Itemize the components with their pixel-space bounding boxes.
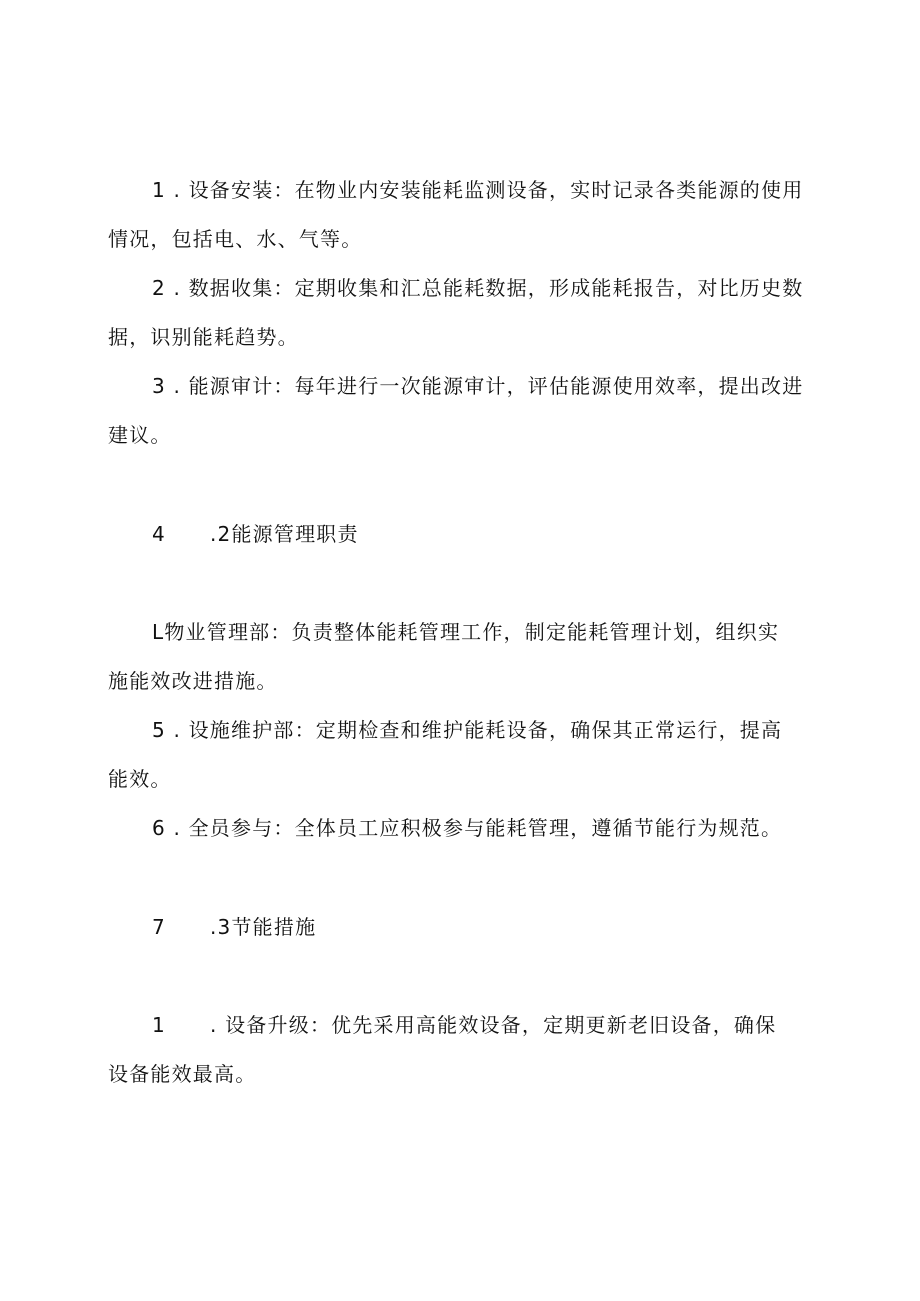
paragraph-line: 施能效改进措施。 <box>108 669 278 693</box>
paragraph-line: 3 . 能源审计：每年进行一次能源审计，评估能源使用效率，提出改进 <box>152 374 804 398</box>
paragraph-line: L物业管理部：负责整体能耗管理工作，制定能耗管理计划，组织实 <box>152 620 780 644</box>
section-heading-text: .3节能措施 <box>210 915 317 939</box>
paragraph-line: 2 . 数据收集：定期收集和汇总能耗数据，形成能耗报告，对比历史数 <box>152 276 804 300</box>
paragraph-line <box>152 1011 776 1039</box>
paragraph-line: 能效。 <box>108 767 172 791</box>
paragraph-line: 6 . 全员参与：全体员工应积极参与能耗管理，遵循节能行为规范。 <box>152 816 783 840</box>
paragraph-line: 设备能效最高。 <box>108 1062 257 1086</box>
section-heading-number: 7 <box>152 915 166 939</box>
section-heading-text: .2能源管理职责 <box>210 522 359 546</box>
paragraph-line: 5 . 设施维护部：定期检查和维护能耗设备，确保其正常运行，提高 <box>152 718 783 742</box>
paragraph-line: 情况，包括电、水、气等。 <box>108 227 363 251</box>
section-heading <box>152 520 359 548</box>
list-item-number: 1 <box>152 1013 166 1037</box>
paragraph-line: 据，识别能耗趋势。 <box>108 325 299 349</box>
paragraph-line: 建议。 <box>108 423 172 447</box>
section-heading-number: 4 <box>152 522 166 546</box>
section-heading <box>152 913 316 941</box>
paragraph-line: 1 . 设备安装：在物业内安装能耗监测设备，实时记录各类能源的使用 <box>152 178 804 202</box>
list-item-text: . 设备升级：优先采用高能效设备，定期更新老旧设备，确保 <box>210 1013 777 1037</box>
